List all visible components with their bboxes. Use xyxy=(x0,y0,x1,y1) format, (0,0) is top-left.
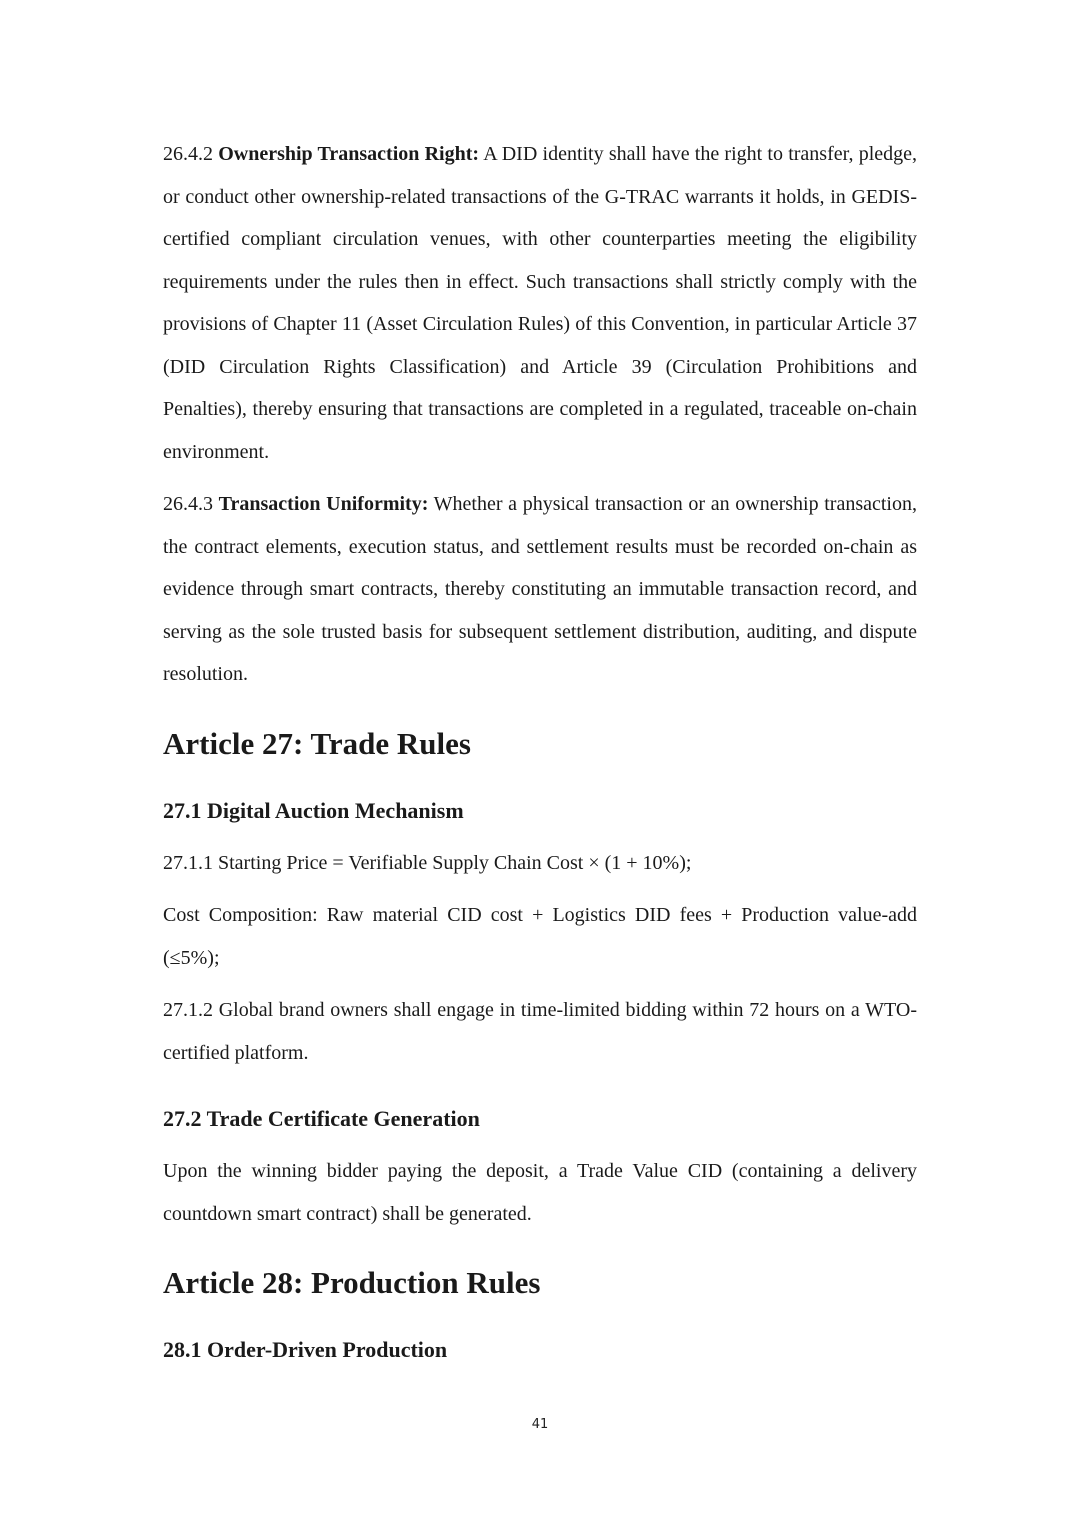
clause-title: Ownership Transaction Right: xyxy=(218,143,480,165)
paragraph-26-4-2 xyxy=(163,133,917,473)
section-heading: 28.1 Order-Driven Production xyxy=(163,1337,448,1362)
article-heading: Article 27: Trade Rules xyxy=(163,725,471,761)
paragraph-26-4-3 xyxy=(163,483,917,696)
section-heading: 27.1 Digital Auction Mechanism xyxy=(163,797,464,823)
paragraph-27-2: Upon the winning bidder paying the deposit, a Trade Value CID (containing a delivery countdown smart contract) shall be generated. xyxy=(163,1160,917,1225)
page-number: 41 xyxy=(531,1417,549,1432)
clause-text: Whether a physical transaction or an ownership transaction, the contract elements, execution status, and settlement results must be recorded on-chain as evidence through smart contracts, thereby constituting an immutable transaction record, and serving as the sole trusted basis for subsequent settlement distribution, auditing, and dispute resolution. xyxy=(163,493,917,685)
page-content xyxy=(163,133,917,1365)
article-heading: Article 28: Production Rules xyxy=(163,1265,541,1300)
paragraph-27-1-2: 27.1.2 Global brand owners shall engage in time-limited bidding within 72 hours on a WTO-certified platform. xyxy=(163,999,917,1064)
paragraph-27-1-1: 27.1.1 Starting Price = Verifiable Supply Chain Cost × (1 + 10%); xyxy=(163,851,692,874)
clause-title: Transaction Uniformity: xyxy=(218,493,429,515)
paragraph-cost-composition: Cost Composition: Raw material CID cost + Logistics DID fees + Production value-add (≤5%); xyxy=(163,904,917,969)
clause-text: A DID identity shall have the right to transfer, pledge, or conduct other ownership-related transactions of the G-TRAC warrants it holds, in GEDIS-certified compliant circulation venues, with other counterparties meeting the eligibility requirements under the rules then in effect. Such transactions shall strictly comply with the provisions of Chapter 11 (Asset Circulation Rules) of this Convention, in particular Article 37 (DID Circulation Rights Classification) and Article 39 (Circulation Prohibitions and Penalties), thereby ensuring that transactions are completed in a regulated, traceable on-chain environment. xyxy=(163,143,917,463)
clause-number: 26.4.2 xyxy=(163,143,213,165)
clause-number: 26.4.3 xyxy=(163,493,213,515)
section-heading: 27.2 Trade Certificate Generation xyxy=(163,1106,480,1131)
